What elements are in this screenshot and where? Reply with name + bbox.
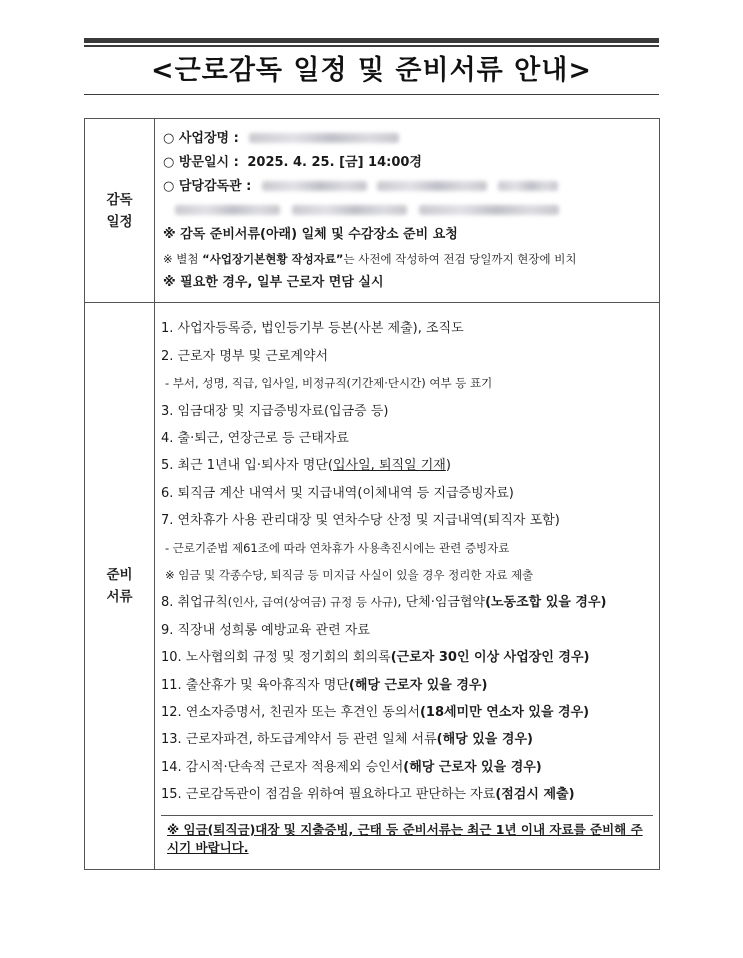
doc-item-15-bold: (점검시 제출) — [495, 787, 575, 803]
documents-header-line1: 준비 — [106, 567, 133, 583]
doc-item-15 — [161, 781, 659, 808]
documents-header — [85, 303, 155, 870]
title-top-rule — [84, 38, 659, 43]
attachment-prefix: ※ 별첨 — [163, 251, 203, 266]
visit-line — [163, 151, 659, 175]
doc-item-13-text: 13. 근로자파견, 하도급계약서 등 관련 일체 서류 — [161, 732, 437, 748]
doc-item-12 — [161, 699, 659, 726]
doc-item-15-text: 15. 근로감독관이 점검을 위하여 필요하다고 판단하는 자료 — [161, 787, 496, 803]
doc-item-9: 9. 직장내 성희롱 예방교육 관련 자료 — [161, 622, 370, 638]
title-bottom-rule — [84, 94, 659, 96]
workplace-label: ○ 사업장명 : — [163, 130, 239, 146]
doc-item-4: 4. 출·퇴근, 연장근로 등 근태자료 — [161, 431, 349, 447]
doc-item-8-text2: , 단체·임금협약 — [397, 595, 486, 611]
doc-item-5-text: 5. 최근 1년내 입·퇴사자 명단( — [161, 458, 333, 474]
doc-item-13-bold: (해당 있을 경우) — [436, 732, 533, 748]
doc-item-11 — [161, 672, 659, 699]
workplace-line — [163, 127, 659, 151]
doc-item-11-bold: (해당 근로자 있을 경우) — [348, 677, 488, 693]
schedule-note-attachment — [163, 247, 659, 271]
page-title: <근로감독 일정 및 준비서류 안내> — [151, 54, 592, 86]
documents-header-line2: 서류 — [106, 589, 133, 605]
doc-item-2-sub: - 부서, 성명, 직급, 입사일, 비정규직(기간제·단시간) 여부 등 표기 — [165, 376, 493, 391]
attachment-title: “사업장기본현황 작성자료” — [202, 251, 344, 266]
schedule-header-line2: 일정 — [106, 213, 133, 230]
doc-item-1: 1. 사업자등록증, 법인등기부 등본(사본 제출), 조직도 — [161, 321, 464, 337]
visit-label: ○ 방문일시 : — [163, 154, 239, 170]
inspector-title-redacted — [498, 181, 558, 191]
inspector-line — [163, 175, 659, 199]
inspector-name-redacted — [262, 181, 367, 191]
schedule-row — [85, 119, 660, 303]
doc-item-10-text: 10. 노사협의회 규정 및 정기회의 회의록 — [161, 650, 391, 666]
workplace-name-redacted — [249, 133, 399, 143]
doc-item-14-text: 14. 감시적·단속적 근로자 적용제외 승인서 — [161, 759, 404, 775]
schedule-header — [85, 119, 155, 303]
documents-row — [85, 303, 660, 870]
doc-item-8-text: 8. 취업규칙 — [161, 595, 228, 611]
doc-item-7-note: ※ 임금 및 각종수당, 퇴직금 등 미지급 사실이 있을 경우 정리한 자료 제출 — [165, 568, 534, 582]
contact-fax-redacted — [292, 205, 407, 215]
schedule-content — [155, 119, 660, 303]
doc-item-14 — [161, 754, 659, 781]
doc-item-7-sub: - 근로기준법 제61조에 따라 연차휴가 사용촉진시에는 관련 증빙자료 — [165, 540, 510, 555]
final-note: ※ 임금(퇴직금)대장 및 지출증빙, 근태 등 준비서류는 최근 1년 이내 자료를 준비해 주시기 바랍니다. — [161, 815, 653, 857]
doc-item-10-bold: (근로자 30인 이상 사업장인 경우) — [390, 650, 590, 666]
contact-phone-redacted — [175, 205, 280, 215]
info-table — [84, 118, 660, 870]
doc-item-12-bold: (18세미만 연소자 있을 경우) — [419, 704, 590, 720]
doc-item-8 — [161, 589, 659, 616]
doc-item-5-underlined: 입사일, 퇴직일 기재 — [333, 458, 446, 474]
doc-item-2: 2. 근로자 명부 및 근로계약서 — [161, 348, 329, 364]
title-banner — [84, 38, 659, 95]
doc-item-12-text: 12. 연소자증명서, 친권자 또는 후견인 동의서 — [161, 704, 420, 720]
contact-email-redacted — [419, 205, 559, 215]
schedule-header-line1: 감독 — [106, 191, 133, 208]
schedule-note-interview: ※ 필요한 경우, 일부 근로자 면담 실시 — [163, 274, 384, 290]
doc-item-8-small: (인사, 급여(상여금) 규정 등 사규) — [227, 595, 398, 610]
inspector-dept-redacted — [377, 181, 487, 191]
inspector-label: ○ 담당감독관 : — [163, 178, 252, 194]
doc-item-7: 7. 연차휴가 사용 관리대장 및 연차수당 산정 및 지급내역(퇴직자 포함) — [161, 513, 560, 529]
doc-item-14-bold: (해당 근로자 있을 경우) — [403, 759, 542, 775]
doc-item-6: 6. 퇴직금 계산 내역서 및 지급내역(이체내역 등 지급증빙자료) — [161, 485, 514, 501]
doc-item-3: 3. 임금대장 및 지급증빙자료(입금증 등) — [161, 403, 389, 419]
visit-value: 2025. 4. 25. [금] 14:00경 — [247, 154, 422, 170]
doc-item-5-close: ) — [445, 458, 451, 474]
schedule-note-prep: ※ 감독 준비서류(아래) 일체 및 수감장소 준비 요청 — [163, 226, 458, 242]
doc-item-5 — [161, 452, 659, 479]
doc-item-10 — [161, 644, 659, 671]
doc-item-11-text: 11. 출산휴가 및 육아휴직자 명단 — [161, 677, 349, 693]
doc-item-8-bold: (노동조합 있을 경우) — [485, 595, 607, 611]
attachment-suffix: 는 사전에 작성하여 전검 당일까지 현장에 비치 — [343, 251, 577, 266]
doc-item-13 — [161, 726, 659, 753]
inspector-contact-line — [163, 199, 659, 223]
documents-content — [155, 303, 660, 870]
